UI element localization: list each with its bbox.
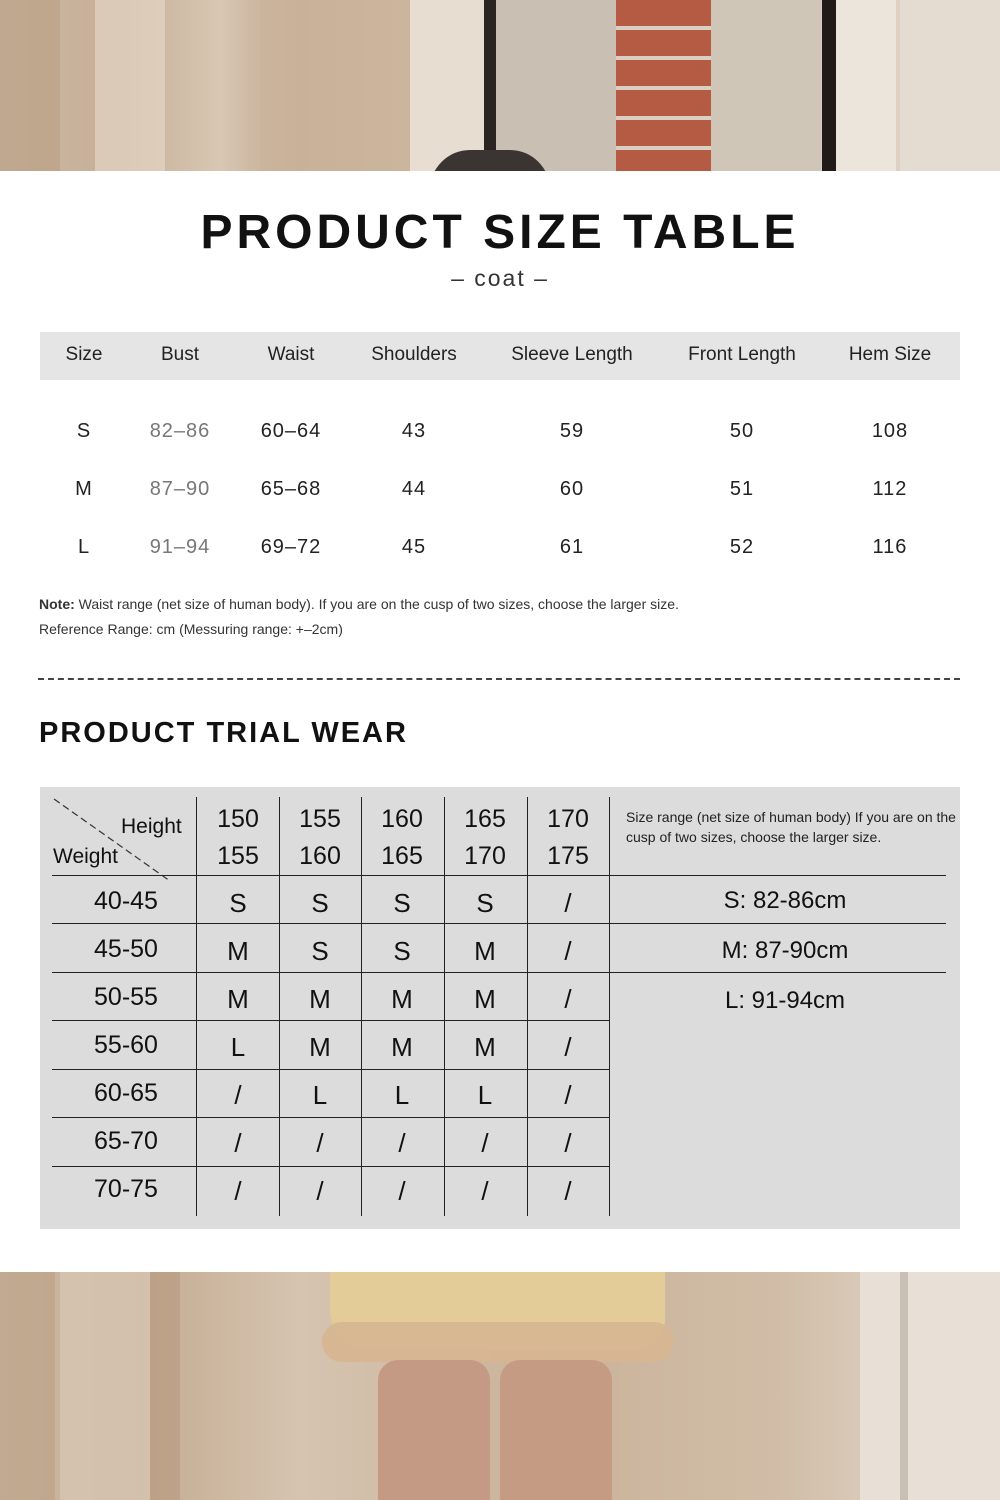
cell-size: S xyxy=(76,420,92,442)
grid-line xyxy=(52,875,946,876)
size-cell: / xyxy=(481,1176,489,1206)
weight-label: 60-65 xyxy=(94,1079,158,1107)
height-to: 165 xyxy=(381,842,423,870)
cell-shoulders: 43 xyxy=(401,420,427,442)
height-to: 160 xyxy=(299,842,341,870)
size-cell: / xyxy=(234,1080,242,1110)
weight-label: 45-50 xyxy=(94,935,158,963)
size-cell: M xyxy=(309,984,331,1014)
size-cell: S xyxy=(393,936,411,966)
size-cell: M xyxy=(474,984,496,1014)
size-cell: M xyxy=(474,1032,496,1062)
size-cell: S xyxy=(311,936,329,966)
grid-line xyxy=(609,797,610,1216)
reference-range-note: Reference Range: cm (Messuring range: +–2cm) xyxy=(39,621,343,637)
size-cell: / xyxy=(564,936,572,966)
size-cell: L xyxy=(477,1080,493,1110)
page-title: PRODUCT SIZE TABLE xyxy=(200,206,800,259)
header-sleeve-length: Sleeve Length xyxy=(511,344,633,365)
cell-waist: 60–64 xyxy=(260,420,322,442)
height-to: 175 xyxy=(547,842,589,870)
size-cell: / xyxy=(316,1128,324,1158)
weight-label: 40-45 xyxy=(94,887,158,915)
cell-waist: 65–68 xyxy=(260,478,322,500)
size-cell: S xyxy=(476,888,494,918)
grid-line xyxy=(196,797,197,1216)
size-cell: S xyxy=(393,888,411,918)
size-cell: / xyxy=(398,1176,406,1206)
grid-line xyxy=(52,972,946,973)
cell-size: L xyxy=(77,536,91,558)
size-cell: M xyxy=(227,984,249,1014)
height-from: 150 xyxy=(217,805,259,833)
cell-front-length: 52 xyxy=(729,536,755,558)
size-cell: L xyxy=(230,1032,246,1062)
size-cell: L xyxy=(394,1080,410,1110)
size-range-note: Size range (net size of human body) If you are on the cusp of two sizes, choose the larger size. xyxy=(626,809,956,845)
size-cell: M xyxy=(474,936,496,966)
height-from: 165 xyxy=(464,805,506,833)
grid-line xyxy=(52,1069,610,1070)
cell-hem-size: 108 xyxy=(871,420,909,442)
size-cell: / xyxy=(564,1128,572,1158)
range-s: S: 82-86cm xyxy=(723,887,847,914)
cell-front-length: 50 xyxy=(729,420,755,442)
height-from: 155 xyxy=(299,805,341,833)
weight-label: 50-55 xyxy=(94,983,158,1011)
cell-sleeve-length: 59 xyxy=(559,420,585,442)
size-cell: / xyxy=(481,1128,489,1158)
section-divider xyxy=(38,678,960,680)
weight-label: 65-70 xyxy=(94,1127,158,1155)
header-bust: Bust xyxy=(160,344,200,365)
size-cell: S xyxy=(229,888,247,918)
corner-diagonal xyxy=(50,795,210,885)
size-note xyxy=(39,596,679,612)
top-product-photo xyxy=(0,0,1000,171)
size-cell: / xyxy=(234,1128,242,1158)
weight-label: 55-60 xyxy=(94,1031,158,1059)
header-waist: Waist xyxy=(267,344,315,365)
note-label: Note: xyxy=(39,596,75,612)
grid-line xyxy=(52,923,946,924)
header-hem-size: Hem Size xyxy=(848,344,932,365)
header-size: Size xyxy=(65,344,103,365)
size-cell: / xyxy=(398,1128,406,1158)
range-l: L: 91-94cm xyxy=(724,987,846,1014)
size-cell: M xyxy=(391,984,413,1014)
height-from: 160 xyxy=(381,805,423,833)
cell-size: M xyxy=(75,478,93,500)
grid-line xyxy=(52,1020,610,1021)
trial-wear-title: PRODUCT TRIAL WEAR xyxy=(39,717,408,749)
cell-sleeve-length: 60 xyxy=(559,478,585,500)
cell-front-length: 51 xyxy=(729,478,755,500)
size-cell: S xyxy=(311,888,329,918)
cell-bust: 82–86 xyxy=(149,420,211,442)
page-subtitle: – coat – xyxy=(451,265,549,291)
bottom-product-photo xyxy=(0,1272,1000,1500)
size-cell: M xyxy=(309,1032,331,1062)
trial-wear-table xyxy=(40,787,960,1229)
size-cell: / xyxy=(564,888,572,918)
grid-line xyxy=(52,1117,610,1118)
cell-waist: 69–72 xyxy=(260,536,322,558)
size-cell: L xyxy=(312,1080,328,1110)
range-m: M: 87-90cm xyxy=(721,937,849,964)
height-from: 170 xyxy=(547,805,589,833)
size-cell: / xyxy=(564,1176,572,1206)
size-cell: / xyxy=(564,1080,572,1110)
height-to: 155 xyxy=(217,842,259,870)
cell-shoulders: 45 xyxy=(401,536,427,558)
height-to: 170 xyxy=(464,842,506,870)
weight-label: 70-75 xyxy=(94,1175,158,1203)
size-cell: / xyxy=(316,1176,324,1206)
grid-line xyxy=(52,1166,610,1167)
cell-hem-size: 116 xyxy=(872,536,908,558)
corner-height-label: Height xyxy=(121,815,182,838)
size-cell: / xyxy=(234,1176,242,1206)
corner-weight-label: Weight xyxy=(53,845,118,868)
note-text: Waist range (net size of human body). If you are on the cusp of two sizes, choose the larger size. xyxy=(74,596,679,612)
size-cell: M xyxy=(227,936,249,966)
size-table-header xyxy=(40,332,960,380)
cell-hem-size: 112 xyxy=(872,478,908,500)
cell-bust: 87–90 xyxy=(149,478,211,500)
size-cell: M xyxy=(391,1032,413,1062)
cell-bust: 91–94 xyxy=(149,536,211,558)
header-shoulders: Shoulders xyxy=(371,344,457,365)
size-cell: / xyxy=(564,1032,572,1062)
header-front-length: Front Length xyxy=(688,344,796,365)
cell-shoulders: 44 xyxy=(401,478,427,500)
cell-sleeve-length: 61 xyxy=(559,536,585,558)
size-cell: / xyxy=(564,984,572,1014)
